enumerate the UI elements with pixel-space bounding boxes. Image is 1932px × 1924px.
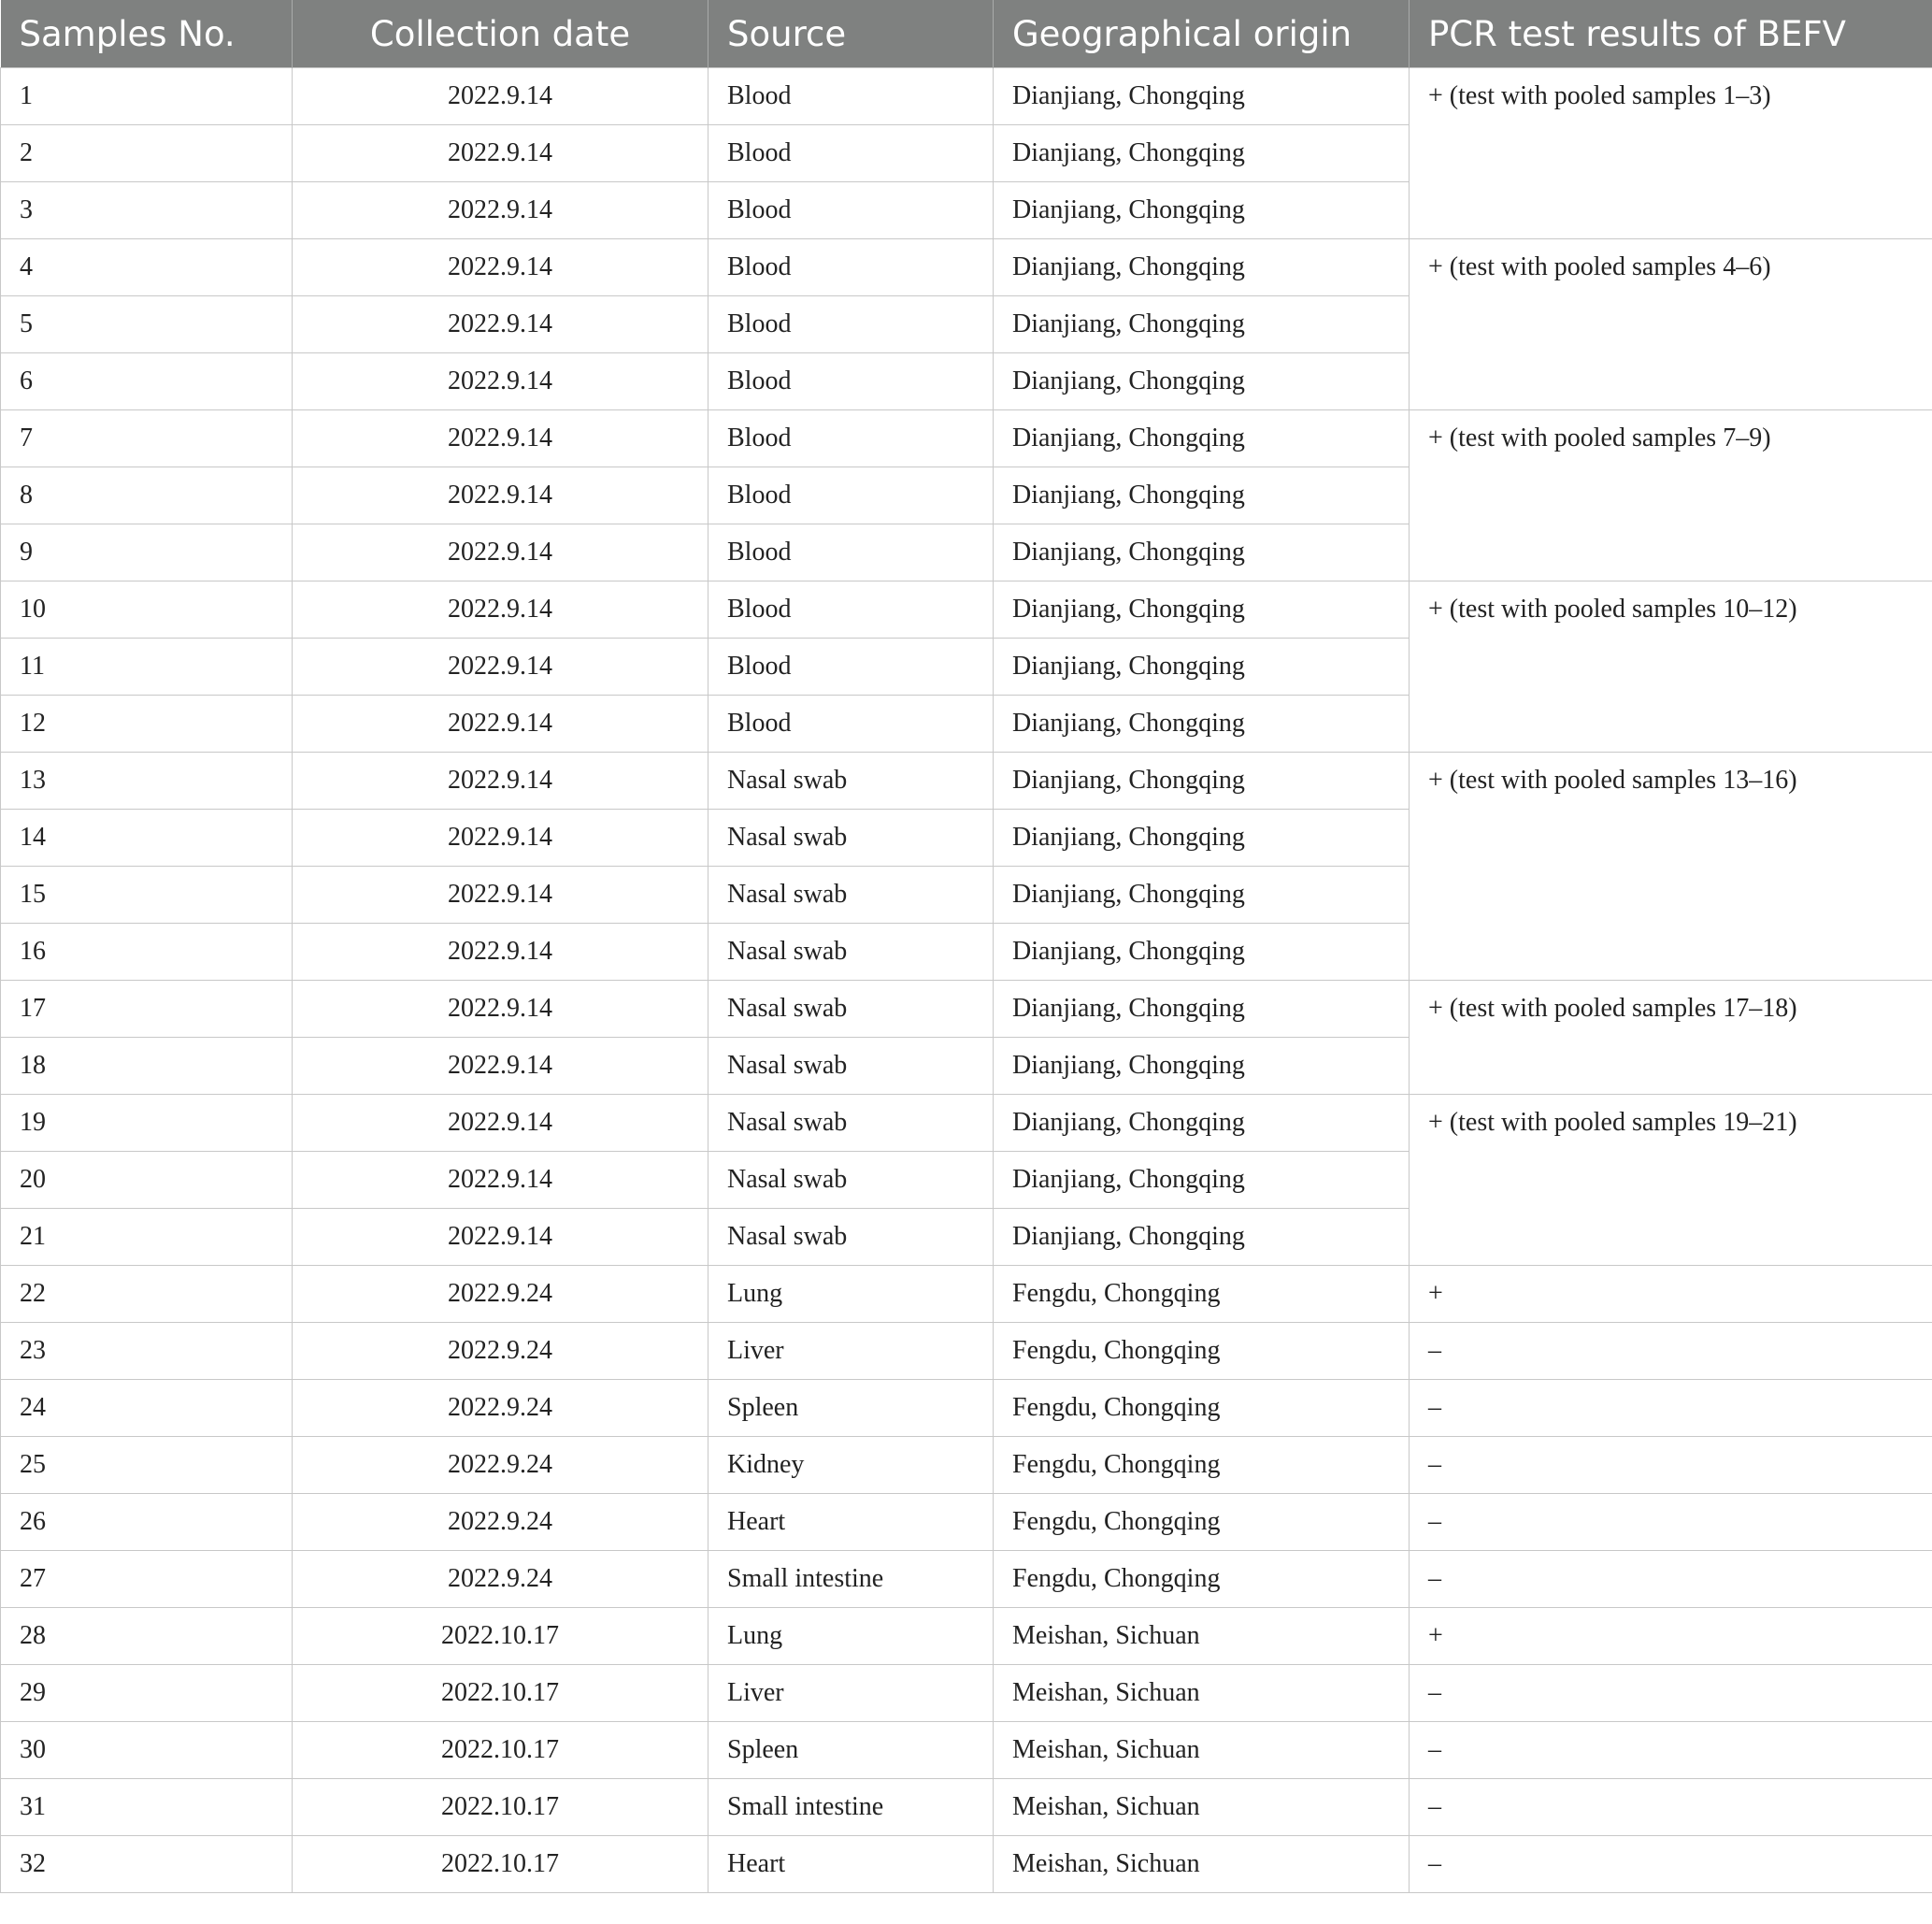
geographical-origin-cell: Fengdu, Chongqing bbox=[994, 1266, 1410, 1323]
geographical-origin-cell: Meishan, Sichuan bbox=[994, 1665, 1410, 1722]
sample-number-cell: 14 bbox=[1, 810, 293, 867]
pcr-result-cell: + (test with pooled samples 1–3) bbox=[1410, 68, 1932, 239]
source-cell: Nasal swab bbox=[708, 1038, 994, 1095]
pcr-result-cell: + (test with pooled samples 19–21) bbox=[1410, 1095, 1932, 1266]
geographical-origin-cell: Dianjiang, Chongqing bbox=[994, 239, 1410, 296]
sample-number-cell: 8 bbox=[1, 467, 293, 524]
sample-number-cell: 3 bbox=[1, 182, 293, 239]
geographical-origin-cell: Dianjiang, Chongqing bbox=[994, 810, 1410, 867]
collection-date-cell: 2022.10.17 bbox=[293, 1665, 708, 1722]
sample-number-cell: 27 bbox=[1, 1551, 293, 1608]
collection-date-cell: 2022.9.24 bbox=[293, 1551, 708, 1608]
collection-date-cell: 2022.9.14 bbox=[293, 1038, 708, 1095]
table-row bbox=[1, 1722, 1932, 1779]
table-row bbox=[1, 239, 1932, 296]
source-cell: Liver bbox=[708, 1323, 994, 1380]
collection-date-cell: 2022.9.14 bbox=[293, 182, 708, 239]
source-cell: Blood bbox=[708, 410, 994, 467]
source-cell: Nasal swab bbox=[708, 867, 994, 924]
sample-number-cell: 28 bbox=[1, 1608, 293, 1665]
pcr-result-cell: – bbox=[1410, 1323, 1932, 1380]
sample-number-cell: 20 bbox=[1, 1152, 293, 1209]
sample-number-cell: 4 bbox=[1, 239, 293, 296]
collection-date-cell: 2022.10.17 bbox=[293, 1779, 708, 1836]
collection-date-cell: 2022.10.17 bbox=[293, 1722, 708, 1779]
table-row bbox=[1, 1266, 1932, 1323]
geographical-origin-cell: Dianjiang, Chongqing bbox=[994, 1209, 1410, 1266]
geographical-origin-cell: Dianjiang, Chongqing bbox=[994, 1038, 1410, 1095]
table-row bbox=[1, 1551, 1932, 1608]
pcr-result-cell: – bbox=[1410, 1836, 1932, 1893]
source-cell: Nasal swab bbox=[708, 810, 994, 867]
source-cell: Blood bbox=[708, 639, 994, 696]
geographical-origin-cell: Dianjiang, Chongqing bbox=[994, 696, 1410, 753]
sample-number-cell: 17 bbox=[1, 981, 293, 1038]
pcr-result-cell: + bbox=[1410, 1608, 1932, 1665]
geographical-origin-cell: Dianjiang, Chongqing bbox=[994, 981, 1410, 1038]
collection-date-cell: 2022.9.24 bbox=[293, 1494, 708, 1551]
source-cell: Heart bbox=[708, 1836, 994, 1893]
table-row bbox=[1, 1437, 1932, 1494]
pcr-result-cell: – bbox=[1410, 1551, 1932, 1608]
source-cell: Blood bbox=[708, 296, 994, 353]
geographical-origin-cell: Dianjiang, Chongqing bbox=[994, 410, 1410, 467]
collection-date-cell: 2022.9.14 bbox=[293, 125, 708, 182]
sample-number-cell: 22 bbox=[1, 1266, 293, 1323]
source-cell: Blood bbox=[708, 182, 994, 239]
collection-date-cell: 2022.9.24 bbox=[293, 1266, 708, 1323]
header-pcr-result: PCR test results of BEFV bbox=[1410, 0, 1932, 68]
geographical-origin-cell: Dianjiang, Chongqing bbox=[994, 125, 1410, 182]
header-samples-no: Samples No. bbox=[1, 0, 293, 68]
sample-number-cell: 6 bbox=[1, 353, 293, 410]
collection-date-cell: 2022.9.14 bbox=[293, 753, 708, 810]
pcr-result-cell: + bbox=[1410, 1266, 1932, 1323]
geographical-origin-cell: Dianjiang, Chongqing bbox=[994, 524, 1410, 582]
collection-date-cell: 2022.9.14 bbox=[293, 981, 708, 1038]
pcr-result-cell: + (test with pooled samples 4–6) bbox=[1410, 239, 1932, 410]
geographical-origin-cell: Fengdu, Chongqing bbox=[994, 1323, 1410, 1380]
table-row bbox=[1, 410, 1932, 467]
collection-date-cell: 2022.9.14 bbox=[293, 1095, 708, 1152]
table-row bbox=[1, 1323, 1932, 1380]
sample-number-cell: 7 bbox=[1, 410, 293, 467]
table-row bbox=[1, 1494, 1932, 1551]
collection-date-cell: 2022.9.14 bbox=[293, 239, 708, 296]
header-source: Source bbox=[708, 0, 994, 68]
sample-number-cell: 12 bbox=[1, 696, 293, 753]
table-row bbox=[1, 1836, 1932, 1893]
sample-number-cell: 30 bbox=[1, 1722, 293, 1779]
geographical-origin-cell: Dianjiang, Chongqing bbox=[994, 467, 1410, 524]
source-cell: Blood bbox=[708, 68, 994, 125]
source-cell: Kidney bbox=[708, 1437, 994, 1494]
pcr-result-cell: – bbox=[1410, 1665, 1932, 1722]
source-cell: Nasal swab bbox=[708, 1152, 994, 1209]
collection-date-cell: 2022.10.17 bbox=[293, 1608, 708, 1665]
sample-number-cell: 16 bbox=[1, 924, 293, 981]
header-row bbox=[1, 0, 1932, 68]
sample-number-cell: 18 bbox=[1, 1038, 293, 1095]
sample-number-cell: 9 bbox=[1, 524, 293, 582]
pcr-result-cell: + (test with pooled samples 7–9) bbox=[1410, 410, 1932, 582]
collection-date-cell: 2022.9.24 bbox=[293, 1437, 708, 1494]
sample-number-cell: 26 bbox=[1, 1494, 293, 1551]
table-row bbox=[1, 753, 1932, 810]
source-cell: Blood bbox=[708, 353, 994, 410]
sample-number-cell: 1 bbox=[1, 68, 293, 125]
pcr-result-cell: – bbox=[1410, 1722, 1932, 1779]
collection-date-cell: 2022.9.14 bbox=[293, 696, 708, 753]
pcr-result-cell: + (test with pooled samples 17–18) bbox=[1410, 981, 1932, 1095]
source-cell: Lung bbox=[708, 1266, 994, 1323]
collection-date-cell: 2022.9.14 bbox=[293, 524, 708, 582]
sample-number-cell: 11 bbox=[1, 639, 293, 696]
geographical-origin-cell: Fengdu, Chongqing bbox=[994, 1494, 1410, 1551]
pcr-result-cell: – bbox=[1410, 1779, 1932, 1836]
table-row bbox=[1, 68, 1932, 125]
geographical-origin-cell: Dianjiang, Chongqing bbox=[994, 1095, 1410, 1152]
table-row bbox=[1, 1608, 1932, 1665]
geographical-origin-cell: Fengdu, Chongqing bbox=[994, 1380, 1410, 1437]
source-cell: Small intestine bbox=[708, 1779, 994, 1836]
geographical-origin-cell: Dianjiang, Chongqing bbox=[994, 1152, 1410, 1209]
geographical-origin-cell: Dianjiang, Chongqing bbox=[994, 353, 1410, 410]
geographical-origin-cell: Fengdu, Chongqing bbox=[994, 1437, 1410, 1494]
source-cell: Nasal swab bbox=[708, 981, 994, 1038]
collection-date-cell: 2022.9.14 bbox=[293, 467, 708, 524]
table-row bbox=[1, 582, 1932, 639]
source-cell: Spleen bbox=[708, 1380, 994, 1437]
sample-number-cell: 2 bbox=[1, 125, 293, 182]
collection-date-cell: 2022.9.14 bbox=[293, 867, 708, 924]
sample-number-cell: 13 bbox=[1, 753, 293, 810]
table-row bbox=[1, 981, 1932, 1038]
sample-number-cell: 23 bbox=[1, 1323, 293, 1380]
geographical-origin-cell: Meishan, Sichuan bbox=[994, 1722, 1410, 1779]
sample-number-cell: 24 bbox=[1, 1380, 293, 1437]
table-body bbox=[1, 68, 1932, 1893]
source-cell: Blood bbox=[708, 239, 994, 296]
collection-date-cell: 2022.9.24 bbox=[293, 1323, 708, 1380]
geographical-origin-cell: Dianjiang, Chongqing bbox=[994, 924, 1410, 981]
collection-date-cell: 2022.9.14 bbox=[293, 582, 708, 639]
sample-number-cell: 15 bbox=[1, 867, 293, 924]
geographical-origin-cell: Dianjiang, Chongqing bbox=[994, 182, 1410, 239]
source-cell: Nasal swab bbox=[708, 1209, 994, 1266]
geographical-origin-cell: Dianjiang, Chongqing bbox=[994, 639, 1410, 696]
sample-number-cell: 19 bbox=[1, 1095, 293, 1152]
source-cell: Small intestine bbox=[708, 1551, 994, 1608]
source-cell: Blood bbox=[708, 125, 994, 182]
table-row bbox=[1, 1380, 1932, 1437]
pcr-result-cell: + (test with pooled samples 10–12) bbox=[1410, 582, 1932, 753]
source-cell: Lung bbox=[708, 1608, 994, 1665]
source-cell: Liver bbox=[708, 1665, 994, 1722]
collection-date-cell: 2022.9.14 bbox=[293, 1209, 708, 1266]
sample-number-cell: 32 bbox=[1, 1836, 293, 1893]
header-geographical-origin: Geographical origin bbox=[994, 0, 1410, 68]
geographical-origin-cell: Dianjiang, Chongqing bbox=[994, 753, 1410, 810]
source-cell: Blood bbox=[708, 582, 994, 639]
table-header bbox=[1, 0, 1932, 68]
pcr-result-cell: – bbox=[1410, 1380, 1932, 1437]
source-cell: Nasal swab bbox=[708, 1095, 994, 1152]
sample-number-cell: 10 bbox=[1, 582, 293, 639]
collection-date-cell: 2022.9.14 bbox=[293, 68, 708, 125]
collection-date-cell: 2022.9.14 bbox=[293, 1152, 708, 1209]
table-row bbox=[1, 1665, 1932, 1722]
source-cell: Blood bbox=[708, 524, 994, 582]
collection-date-cell: 2022.9.24 bbox=[293, 1380, 708, 1437]
pcr-result-cell: – bbox=[1410, 1494, 1932, 1551]
geographical-origin-cell: Fengdu, Chongqing bbox=[994, 1551, 1410, 1608]
collection-date-cell: 2022.9.14 bbox=[293, 353, 708, 410]
pcr-result-cell: + (test with pooled samples 13–16) bbox=[1410, 753, 1932, 981]
geographical-origin-cell: Dianjiang, Chongqing bbox=[994, 867, 1410, 924]
sample-number-cell: 31 bbox=[1, 1779, 293, 1836]
source-cell: Nasal swab bbox=[708, 924, 994, 981]
sample-number-cell: 5 bbox=[1, 296, 293, 353]
table-row bbox=[1, 1095, 1932, 1152]
source-cell: Blood bbox=[708, 467, 994, 524]
collection-date-cell: 2022.9.14 bbox=[293, 639, 708, 696]
collection-date-cell: 2022.10.17 bbox=[293, 1836, 708, 1893]
geographical-origin-cell: Meishan, Sichuan bbox=[994, 1836, 1410, 1893]
source-cell: Heart bbox=[708, 1494, 994, 1551]
collection-date-cell: 2022.9.14 bbox=[293, 810, 708, 867]
table-row bbox=[1, 1779, 1932, 1836]
source-cell: Blood bbox=[708, 696, 994, 753]
geographical-origin-cell: Dianjiang, Chongqing bbox=[994, 582, 1410, 639]
collection-date-cell: 2022.9.14 bbox=[293, 296, 708, 353]
source-cell: Spleen bbox=[708, 1722, 994, 1779]
collection-date-cell: 2022.9.14 bbox=[293, 924, 708, 981]
geographical-origin-cell: Meishan, Sichuan bbox=[994, 1608, 1410, 1665]
geographical-origin-cell: Dianjiang, Chongqing bbox=[994, 296, 1410, 353]
sample-number-cell: 25 bbox=[1, 1437, 293, 1494]
sample-number-cell: 21 bbox=[1, 1209, 293, 1266]
geographical-origin-cell: Meishan, Sichuan bbox=[994, 1779, 1410, 1836]
source-cell: Nasal swab bbox=[708, 753, 994, 810]
collection-date-cell: 2022.9.14 bbox=[293, 410, 708, 467]
sample-number-cell: 29 bbox=[1, 1665, 293, 1722]
header-collection-date: Collection date bbox=[293, 0, 708, 68]
pcr-result-cell: – bbox=[1410, 1437, 1932, 1494]
geographical-origin-cell: Dianjiang, Chongqing bbox=[994, 68, 1410, 125]
